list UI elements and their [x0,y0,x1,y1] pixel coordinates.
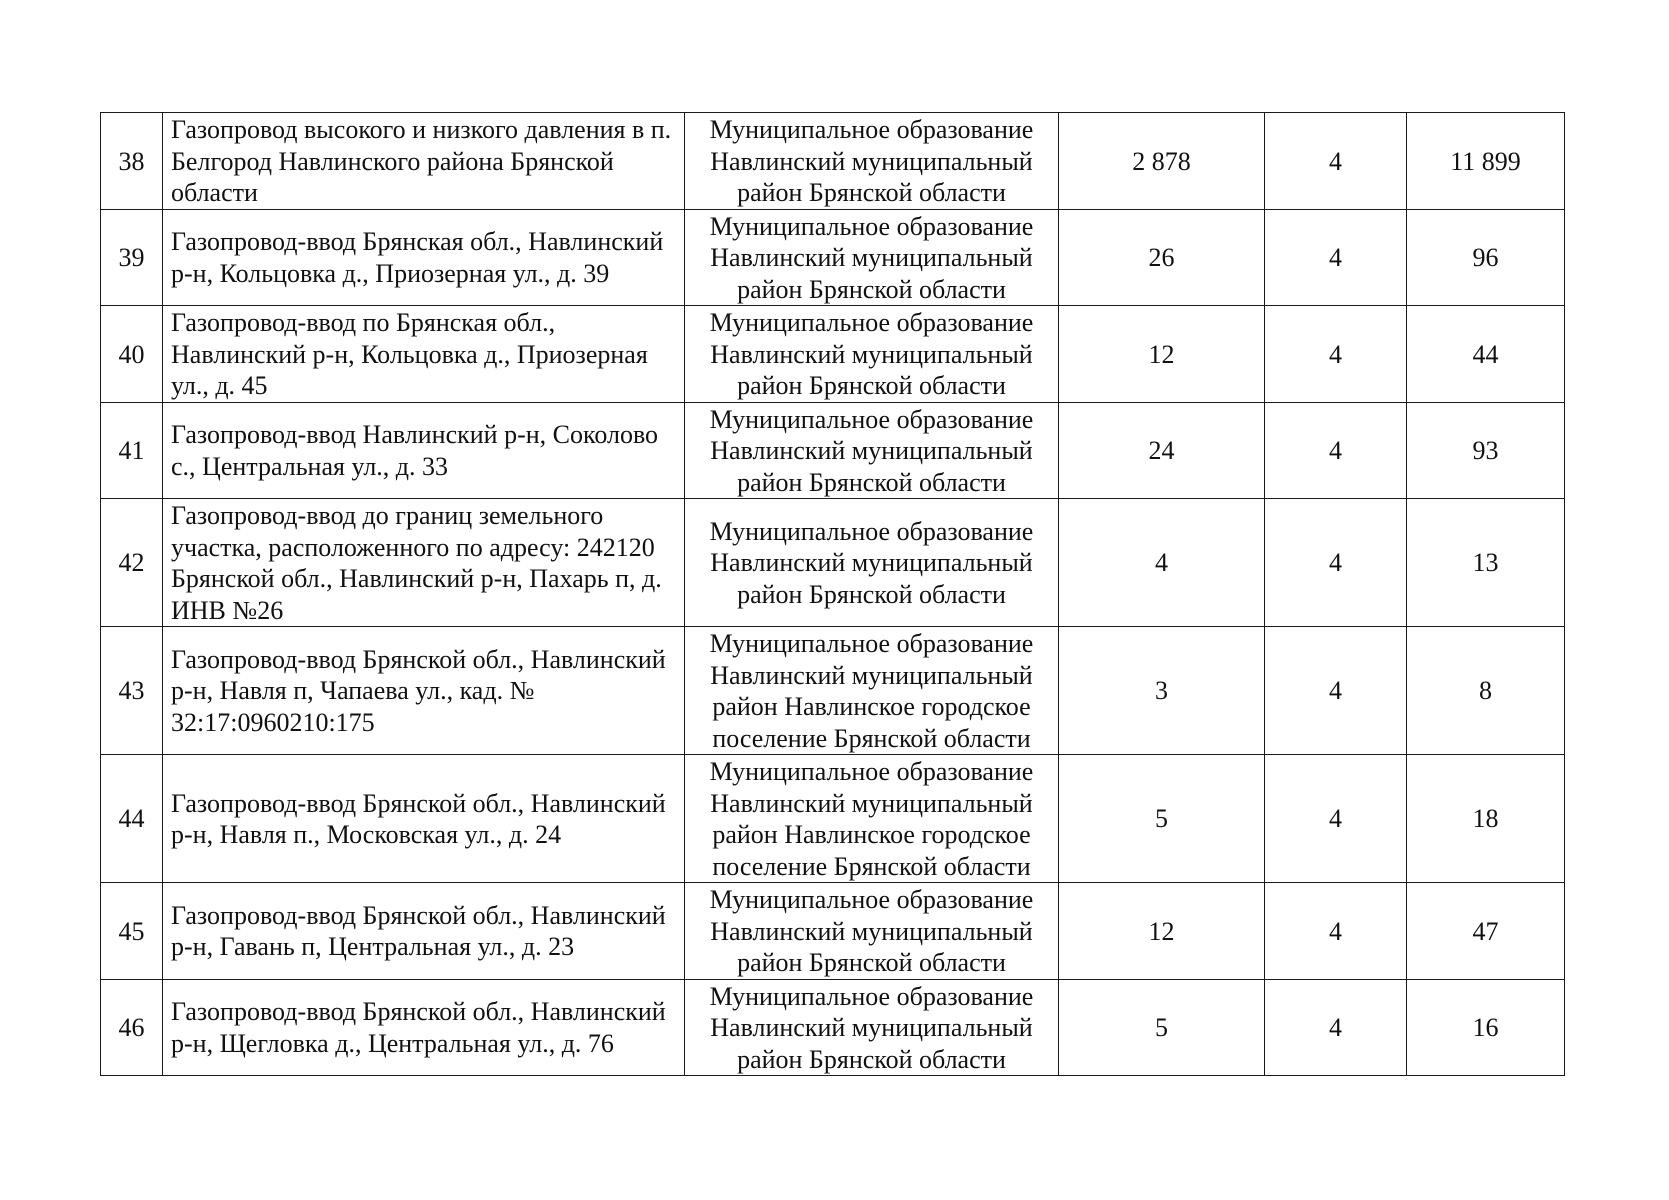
object-name: Газопровод-ввод Брянской обл., Навлинский р-н, Навля п., Московская ул., д. 24 [163,755,685,883]
length-value: 5 [1059,755,1265,883]
table-row [101,627,1565,755]
amount-value: 8 [1407,627,1565,755]
amount-value: 93 [1407,402,1565,499]
row-number: 44 [101,755,163,883]
table-row [101,979,1565,1076]
table-row [101,755,1565,883]
amount-value: 18 [1407,755,1565,883]
length-value: 2 878 [1059,113,1265,210]
row-number: 45 [101,883,163,980]
category-value: 4 [1265,627,1407,755]
category-value: 4 [1265,499,1407,627]
category-value: 4 [1265,113,1407,210]
object-name: Газопровод-ввод до границ земельного участка, расположенного по адресу: 242120 Брянской обл., Навлинский р-н, Пахарь п, д. ИНВ №26 [163,499,685,627]
table-row [101,209,1565,306]
row-number: 38 [101,113,163,210]
row-number: 43 [101,627,163,755]
row-number: 42 [101,499,163,627]
row-number: 39 [101,209,163,306]
gas-pipeline-registry-table [100,112,1565,1076]
category-value: 4 [1265,883,1407,980]
object-name: Газопровод-ввод Брянской обл., Навлинский р-н, Гавань п, Центральная ул., д. 23 [163,883,685,980]
table-row [101,306,1565,403]
amount-value: 16 [1407,979,1565,1076]
object-name: Газопровод высокого и низкого давления в п. Белгород Навлинского района Брянской области [163,113,685,210]
owner-name: Муниципальное образование Навлинский муниципальный район Брянской области [685,883,1059,980]
row-number: 40 [101,306,163,403]
object-name: Газопровод-ввод по Брянская обл., Навлинский р-н, Кольцовка д., Приозерная ул., д. 45 [163,306,685,403]
amount-value: 13 [1407,499,1565,627]
owner-name: Муниципальное образование Навлинский муниципальный район Брянской области [685,113,1059,210]
category-value: 4 [1265,306,1407,403]
owner-name: Муниципальное образование Навлинский муниципальный район Навлинское городское поселение Брянской области [685,627,1059,755]
amount-value: 96 [1407,209,1565,306]
length-value: 12 [1059,306,1265,403]
table-row [101,113,1565,210]
table-row [101,883,1565,980]
object-name: Газопровод-ввод Брянской обл., Навлинский р-н, Навля п, Чапаева ул., кад. № 32:17:0960210:175 [163,627,685,755]
length-value: 5 [1059,979,1265,1076]
length-value: 12 [1059,883,1265,980]
row-number: 46 [101,979,163,1076]
category-value: 4 [1265,979,1407,1076]
length-value: 24 [1059,402,1265,499]
category-value: 4 [1265,755,1407,883]
owner-name: Муниципальное образование Навлинский муниципальный район Брянской области [685,979,1059,1076]
table-row [101,402,1565,499]
row-number: 41 [101,402,163,499]
owner-name: Муниципальное образование Навлинский муниципальный район Брянской области [685,402,1059,499]
amount-value: 11 899 [1407,113,1565,210]
object-name: Газопровод-ввод Брянской обл., Навлинский р-н, Щегловка д., Центральная ул., д. 76 [163,979,685,1076]
amount-value: 44 [1407,306,1565,403]
object-name: Газопровод-ввод Брянская обл., Навлинский р-н, Кольцовка д., Приозерная ул., д. 39 [163,209,685,306]
object-name: Газопровод-ввод Навлинский р-н, Соколово с., Центральная ул., д. 33 [163,402,685,499]
owner-name: Муниципальное образование Навлинский муниципальный район Брянской области [685,209,1059,306]
amount-value: 47 [1407,883,1565,980]
length-value: 3 [1059,627,1265,755]
length-value: 4 [1059,499,1265,627]
category-value: 4 [1265,209,1407,306]
owner-name: Муниципальное образование Навлинский муниципальный район Брянской области [685,306,1059,403]
category-value: 4 [1265,402,1407,499]
length-value: 26 [1059,209,1265,306]
table-row [101,499,1565,627]
owner-name: Муниципальное образование Навлинский муниципальный район Брянской области [685,499,1059,627]
owner-name: Муниципальное образование Навлинский муниципальный район Навлинское городское поселение Брянской области [685,755,1059,883]
